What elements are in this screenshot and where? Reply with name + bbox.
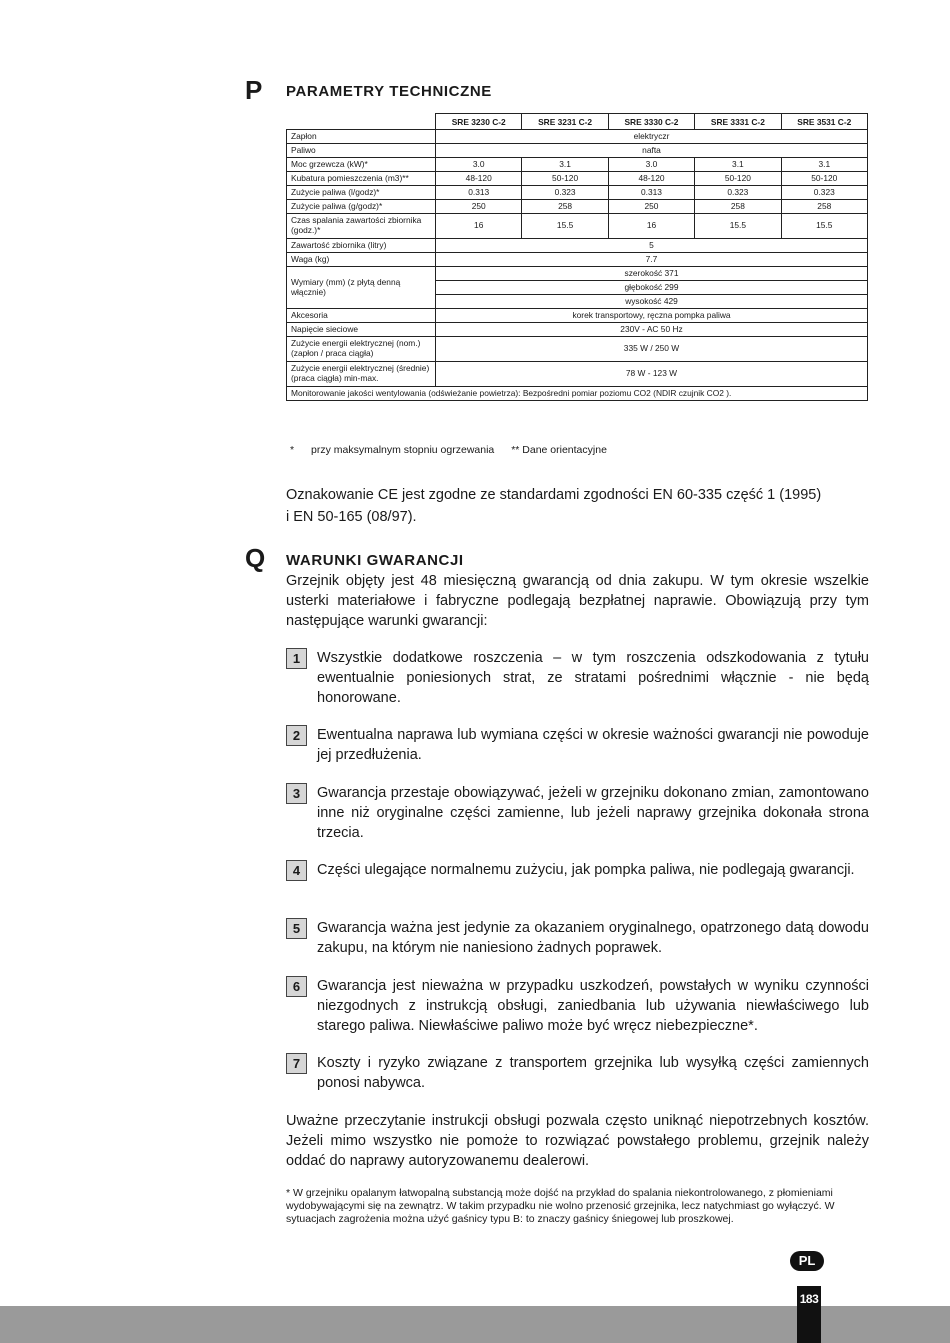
section-title-parametry: PARAMETRY TECHNICZNE bbox=[286, 83, 492, 100]
model-header: SRE 3230 C-2 bbox=[436, 114, 522, 130]
condition-text: Gwarancja przestaje obowiązywać, jeżeli w grzejniku dokonano zmian, zamontowano inne niż oryginalne części zamienne, lub jeżeli naprawy grzejnika dokonała strona trzecia. bbox=[317, 785, 869, 841]
cell-value: głębokość 299 bbox=[436, 281, 868, 295]
cell-value: 258 bbox=[695, 200, 781, 214]
footnote-star-text: przy maksymalnym stopniu ogrzewania bbox=[311, 444, 495, 456]
condition-number: 5 bbox=[286, 918, 307, 939]
section-title-gwarancja: WARUNKI GWARANCJI bbox=[286, 552, 464, 569]
cell-value: korek transportowy, ręczna pompka paliwa bbox=[436, 309, 868, 323]
row-label: Paliwo bbox=[287, 144, 436, 158]
cell-value: 258 bbox=[781, 200, 867, 214]
ce-line: Oznakowanie CE jest zgodne ze standardami zgodności EN 60-335 część 1 (1995) bbox=[286, 487, 822, 503]
cell-value: 15.5 bbox=[695, 214, 781, 239]
cell-value: 0.323 bbox=[695, 186, 781, 200]
table-row bbox=[287, 309, 868, 323]
table-corner bbox=[287, 114, 436, 130]
cell-value: 3.1 bbox=[522, 158, 608, 172]
row-label: Moc grzewcza (kW)* bbox=[287, 158, 436, 172]
ce-statement bbox=[286, 484, 876, 528]
condition-text: Wszystkie dodatkowe roszczenia – w tym roszczenia odszkodowania z tytułu ewentualnie poniesionych strat, ze stratami pośrednimi włącznie - nie będą honorowane. bbox=[317, 650, 869, 706]
row-label: Kubatura pomieszczenia (m3)** bbox=[287, 172, 436, 186]
cell-value: 16 bbox=[608, 214, 694, 239]
cell-value: 48-120 bbox=[436, 172, 522, 186]
table-row bbox=[287, 214, 868, 239]
cell-value: 15.5 bbox=[522, 214, 608, 239]
cell-value: 50-120 bbox=[695, 172, 781, 186]
condition-number: 6 bbox=[286, 976, 307, 997]
cell-value: 3.0 bbox=[436, 158, 522, 172]
fuel-safety-note: * W grzejniku opalanym łatwopalną substancją może dojść na przykład do spalania niekontrolowanego, z płomieniami wydobywającymi się na zewnątrz. W takim przypadku nie wolno przenosić grzejnika, lecz natychmiast go wyłączyć. W sytuacjach zagrożenia można użyć gaśnicy typu B: to znaczy gaśnicy śniegowej lub proszkowej. bbox=[286, 1187, 835, 1225]
cell-value: 250 bbox=[436, 200, 522, 214]
cell-value: 0.313 bbox=[436, 186, 522, 200]
table-row bbox=[287, 130, 868, 144]
cell-value: 78 W - 123 W bbox=[436, 362, 868, 387]
warranty-intro: Grzejnik objęty jest 48 miesięczną gwarancją od dnia zakupu. W tym okresie wszelkie usterki materiałowe i fabryczne podlegają bezpłatnej naprawie. Obowiązują przy tym następujące warunki gwarancji: bbox=[286, 573, 869, 629]
table-row bbox=[287, 200, 868, 214]
table-row bbox=[287, 172, 868, 186]
page-number: 183 bbox=[797, 1286, 821, 1343]
spec-table bbox=[286, 113, 868, 401]
row-label: Zużycie energii elektrycznej (średnie) (praca ciągła) min-max. bbox=[287, 362, 436, 387]
cell-value: 50-120 bbox=[522, 172, 608, 186]
cell-value: 0.323 bbox=[781, 186, 867, 200]
table-row bbox=[287, 186, 868, 200]
row-label: Wymiary (mm) (z płytą denną włącznie) bbox=[287, 267, 436, 309]
table-row bbox=[287, 362, 868, 387]
condition-number: 2 bbox=[286, 725, 307, 746]
condition-text: Gwarancja ważna jest jedynie za okazaniem oryginalnego, opatrzonego datą dowodu zakupu, na którym nie naniesiono żadnych poprawek. bbox=[317, 920, 869, 956]
language-badge: PL bbox=[790, 1251, 824, 1271]
cell-value: 258 bbox=[522, 200, 608, 214]
row-label: Napięcie sieciowe bbox=[287, 323, 436, 337]
condition-number: 4 bbox=[286, 860, 307, 881]
row-label: Zużycie energii elektrycznej (nom.) (zapłon / praca ciągła) bbox=[287, 337, 436, 362]
footnote-star: * bbox=[290, 444, 295, 456]
condition-text: Gwarancja jest nieważna w przypadku uszkodzeń, powstałych w wyniku czynności niezgodnych z instrukcją obsługi, zaniedbania lub używania niewłaściwego lub starego paliwa. Niewłaściwe paliwo może być wręcz niebezpieczne*. bbox=[317, 978, 869, 1034]
cell-value: 335 W / 250 W bbox=[436, 337, 868, 362]
monitoring-row: Monitorowanie jakości wentylowania (odświeżanie powietrza): Bezpośredni pomiar poziomu CO2 (NDIR czujnik CO2 ). bbox=[287, 387, 868, 401]
table-row bbox=[287, 387, 868, 401]
row-label: Zużycie paliwa (l/godz)* bbox=[287, 186, 436, 200]
cell-value: 250 bbox=[608, 200, 694, 214]
table-row bbox=[287, 144, 868, 158]
row-label: Waga (kg) bbox=[287, 253, 436, 267]
cell-value: elektryczr bbox=[436, 130, 868, 144]
cell-value: 7.7 bbox=[436, 253, 868, 267]
table-row bbox=[287, 337, 868, 362]
row-label: Czas spalania zawartości zbiornika (godz.)* bbox=[287, 214, 436, 239]
table-header-row bbox=[287, 114, 868, 130]
table-row bbox=[287, 158, 868, 172]
condition-number: 3 bbox=[286, 783, 307, 804]
row-label: Zapłon bbox=[287, 130, 436, 144]
cell-value: 0.323 bbox=[522, 186, 608, 200]
model-header: SRE 3330 C-2 bbox=[608, 114, 694, 130]
condition-text: Ewentualna naprawa lub wymiana części w okresie ważności gwarancji nie powoduje jej przedłużenia. bbox=[317, 727, 869, 763]
table-row bbox=[287, 253, 868, 267]
section-letter-p: P bbox=[245, 75, 263, 105]
cell-value: 5 bbox=[436, 239, 868, 253]
cell-value: nafta bbox=[436, 144, 868, 158]
footnote-double-star: ** Dane orientacyjne bbox=[511, 444, 607, 456]
row-label: Akcesoria bbox=[287, 309, 436, 323]
cell-value: 230V - AC 50 Hz bbox=[436, 323, 868, 337]
model-header: SRE 3531 C-2 bbox=[781, 114, 867, 130]
row-label: Zużycie paliwa (g/godz)* bbox=[287, 200, 436, 214]
condition-text: Części ulegające normalnemu zużyciu, jak pompka paliwa, nie podlegają gwarancji. bbox=[317, 862, 855, 878]
cell-value: 15.5 bbox=[781, 214, 867, 239]
cell-value: 0.313 bbox=[608, 186, 694, 200]
cell-value: 3.1 bbox=[781, 158, 867, 172]
table-footnotes bbox=[290, 444, 615, 456]
ce-line: i EN 50-165 (08/97). bbox=[286, 509, 417, 525]
section-letter-q: Q bbox=[245, 543, 266, 573]
closing-paragraph: Uważne przeczytanie instrukcji obsługi pozwala często uniknąć niepotrzebnych kosztów. Jeżeli mimo wszystko nie pomoże to rozwiązać powstałego problemu, grzejnik należy oddać do naprawy autoryzowanemu dealerowi. bbox=[286, 1113, 869, 1169]
cell-value: 3.1 bbox=[695, 158, 781, 172]
cell-value: 48-120 bbox=[608, 172, 694, 186]
cell-value: 50-120 bbox=[781, 172, 867, 186]
table-row bbox=[287, 239, 868, 253]
cell-value: 3.0 bbox=[608, 158, 694, 172]
cell-value: 16 bbox=[436, 214, 522, 239]
model-header: SRE 3331 C-2 bbox=[695, 114, 781, 130]
row-label: Zawartość zbiornika (litry) bbox=[287, 239, 436, 253]
condition-number: 7 bbox=[286, 1053, 307, 1074]
condition-number: 1 bbox=[286, 648, 307, 669]
model-header: SRE 3231 C-2 bbox=[522, 114, 608, 130]
cell-value: wysokość 429 bbox=[436, 295, 868, 309]
table-row bbox=[287, 267, 868, 281]
table-row bbox=[287, 323, 868, 337]
cell-value: szerokość 371 bbox=[436, 267, 868, 281]
condition-text: Koszty i ryzyko związane z transportem grzejnika lub wysyłką części zamiennych ponosi nabywca. bbox=[317, 1055, 869, 1091]
